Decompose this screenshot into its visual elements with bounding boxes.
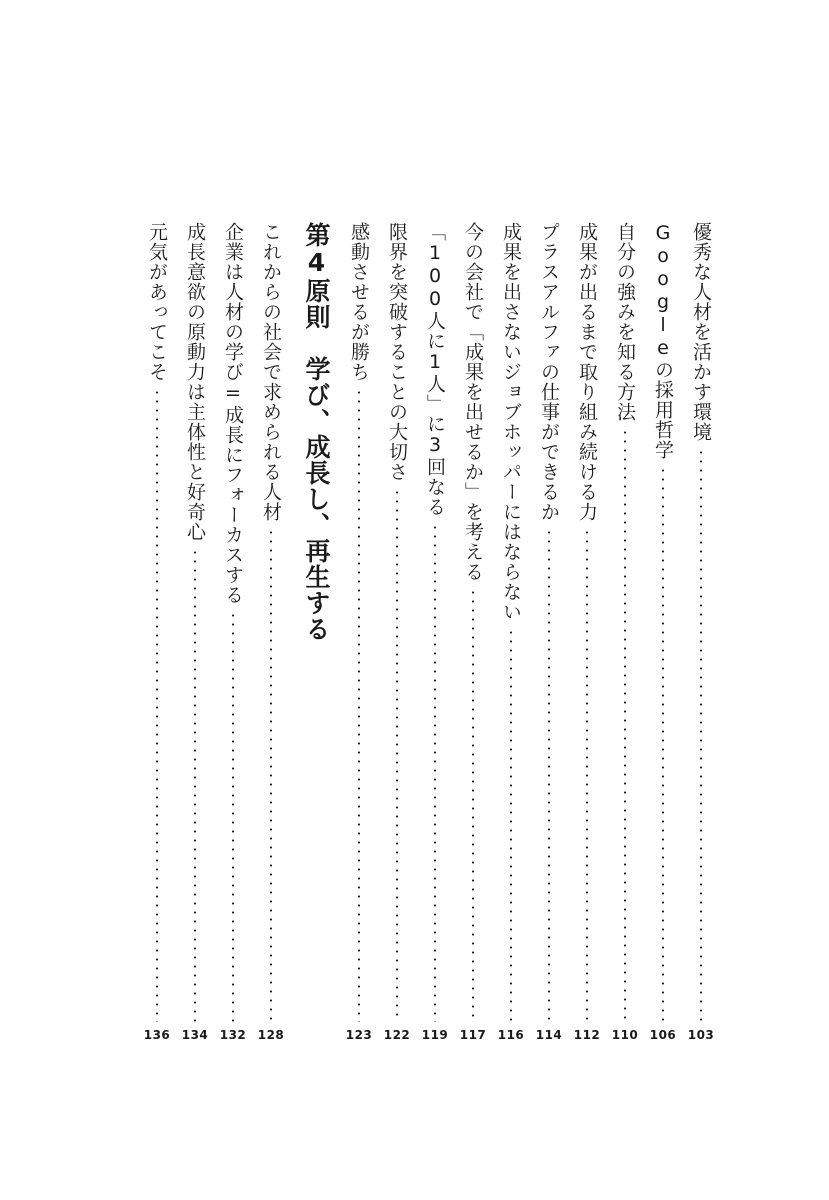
toc-entry: [572, 222, 602, 1022]
toc-page-number: 136: [143, 1028, 171, 1042]
toc-page-number: 122: [383, 1028, 411, 1042]
toc-entry-title: 自分の強みを知る方法: [614, 222, 636, 422]
toc-entry-title: 成果を出さないジョブホッパーにはならない: [500, 222, 522, 622]
toc-entry-title: 今の会社で「成果を出せるか」を考える: [462, 222, 484, 582]
toc-page-number: 103: [687, 1028, 715, 1042]
dot-leader: [548, 528, 550, 1022]
dot-leader: [700, 448, 702, 1022]
toc-page-number: 116: [497, 1028, 525, 1042]
dot-leader: [586, 528, 588, 1022]
toc-page-number: 106: [649, 1028, 677, 1042]
toc-entry: [420, 222, 450, 1022]
toc-entry: [686, 222, 716, 1022]
dot-leader: [434, 523, 436, 1022]
toc-entry: [382, 222, 412, 1022]
toc-entry-title: 限界を突破することの大切さ: [386, 222, 408, 482]
toc-entry: [344, 222, 374, 1022]
dot-leader: [472, 588, 474, 1022]
dot-leader: [624, 428, 626, 1022]
toc-entry-title: 企業は人材の学び=成長にフォーカスする: [222, 222, 244, 605]
toc-entry: [218, 222, 248, 1022]
toc-page-number: 123: [345, 1028, 373, 1042]
toc-page-number: 112: [573, 1028, 601, 1042]
toc-entry-title: 元気があってこそ: [146, 222, 168, 382]
dot-leader: [194, 548, 196, 1022]
toc-entry-title: 成長意欲の原動力は主体性と好奇心: [184, 222, 206, 542]
toc-entry-title: 優秀な人材を活かす環境: [690, 222, 712, 442]
toc-page-number: 110: [611, 1028, 639, 1042]
toc-entry-title: プラスアルファの仕事ができるか: [538, 222, 560, 522]
toc-entry: [534, 222, 564, 1022]
toc-entry-title: 成果が出るまで取り組み続ける力: [576, 222, 598, 522]
dot-leader: [232, 611, 234, 1022]
toc-entry: [458, 222, 488, 1022]
dot-leader: [156, 388, 158, 1022]
toc-entry: [180, 222, 210, 1022]
toc-page-number: 132: [219, 1028, 247, 1042]
dot-leader: [358, 388, 360, 1022]
dot-leader: [270, 528, 272, 1022]
toc-page-number: 134: [181, 1028, 209, 1042]
toc-entry-title: 感動させるが勝ち: [348, 222, 370, 382]
toc-entry: [610, 222, 640, 1022]
toc-entry: [142, 222, 172, 1022]
toc-page-number: 114: [535, 1028, 563, 1042]
chapter-heading: 第4原則 学び、成長し、再生する: [302, 222, 331, 642]
toc-entry-title: Googleの採用哲学: [652, 222, 674, 460]
dot-leader: [662, 466, 664, 1022]
toc-entry: [256, 222, 286, 1022]
toc-entry-title: これからの社会で求められる人材: [260, 222, 282, 522]
toc-entry-title: 「100人に1人」に3回なる: [424, 222, 446, 517]
toc-entry: [648, 222, 678, 1022]
dot-leader: [396, 488, 398, 1022]
toc-page-number: 119: [421, 1028, 449, 1042]
toc-page-number: 128: [257, 1028, 285, 1042]
toc-entry: [496, 222, 526, 1022]
toc-page-number: 117: [459, 1028, 487, 1042]
dot-leader: [510, 628, 512, 1022]
